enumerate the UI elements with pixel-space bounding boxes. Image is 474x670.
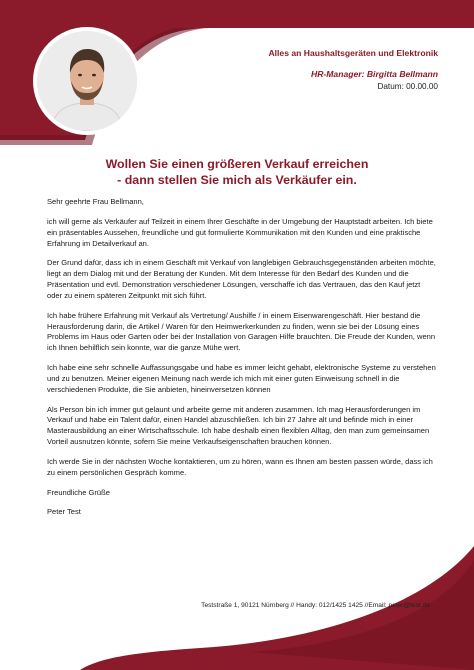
headline-line-1: Wollen Sie einen größeren Verkauf erreichen (105, 157, 369, 171)
paragraph-experience: Ich habe frühere Erfahrung mit Verkauf als Vertretung/ Aushilfe / in einem Eisenwarengeschäft. Hier bestand die Herausforderung darin, die Artikel / Waren für den Heimwerkerkunden zu finden, wenn sie bei der Lösung eines Problems im Haus oder Garten oder bei der Installation von Garagen Hilfe brauchten. Die Freude der Kunden, wenn ich Ihnen behilflich sein konnte, war die ganze Mühe wert. (47, 310, 436, 353)
paragraph-closing: Ich werde Sie in der nächsten Woche kontaktieren, um zu hören, wann es Ihnen am besten passen würde, dass ich zu einem persönlichen Gespräch komme. (47, 457, 433, 477)
paragraph-skills: Ich habe eine sehr schnelle Auffassungsgabe und habe es immer leicht gehabt, elektronische Systeme zu verstehen und zu benutzen. Meiner eigenen Meinung nach werde ich mich mit einer guten Einweisung schnell in die verschiedenen Produkte, die Sie anbieten, hineinversetzen können (47, 363, 436, 394)
footer-contact: Teststraße 1, 90121 Nürnberg // Handy: 012/1425 1425 //Email: peter@test.de (201, 602, 430, 609)
person-portrait-icon (37, 31, 137, 131)
letter-headline (0, 156, 474, 188)
closing-greeting: Freundliche Grüße (47, 487, 110, 497)
recipient-name: HR-Manager: Birgitta Bellmann (310, 69, 438, 79)
footer-band-highlight (250, 560, 474, 670)
paragraph-intro: ich will gerne als Verkäufer auf Teilzeit in einem Ihrer Geschäfte in der Umgebung der Hauptstadt arbeiten. Ich biete ein präsentables Aussehen, freundliche und gut formulierte Kommunikation mit den Kunden und eine praktische Erfahrung im Detailverkauf an. (47, 216, 433, 248)
headline-line-2: - dann stellen Sie mich als Verkäufer ein. (117, 173, 357, 187)
letter-date: Datum: 00.00.00 (377, 82, 438, 91)
paragraph-personality: Als Person bin ich immer gut gelaunt und arbeite gerne mit anderen zusammen. Ich mag Herausforderungen im Verkauf und habe ein Talent dafür, einen Handel abzuschließen. Ich bin 27 Jahre alt und befinde mich in einer Masterausbildung an einer Wirtschaftsschule. Ich habe deshalb einen flexiblen Alltag, den man zum gemeinsamen Vorteil ausnutzen könnte, sofern Sie meine Verkaufseigenschaften brauchen können. (47, 404, 430, 447)
applicant-photo (37, 31, 137, 131)
letter-body (47, 197, 436, 527)
header-recipient-block (268, 48, 438, 91)
salutation: Sehr geehrte Frau Bellmann, (47, 197, 144, 206)
signature-name: Peter Test (47, 507, 81, 517)
paragraph-motivation: Der Grund dafür, dass ich in einem Geschäft mit Verkauf von langlebigen Gebrauchsgegenständen arbeiten möchte, liegt an dem Dialog mit und der Beratung der Kunden. Mit dem Interesse für den Bedarf des Kunden und die Präsentation und evtl. Demonstration verschiedener Lösungen, verschaffe ich das Vertrauen, das den Kauf jetzt oder zu einem späteren Zeitpunkt mit sich führt. (47, 258, 436, 300)
company-name: Alles an Haushaltsgeräten und Elektronik (268, 48, 438, 58)
